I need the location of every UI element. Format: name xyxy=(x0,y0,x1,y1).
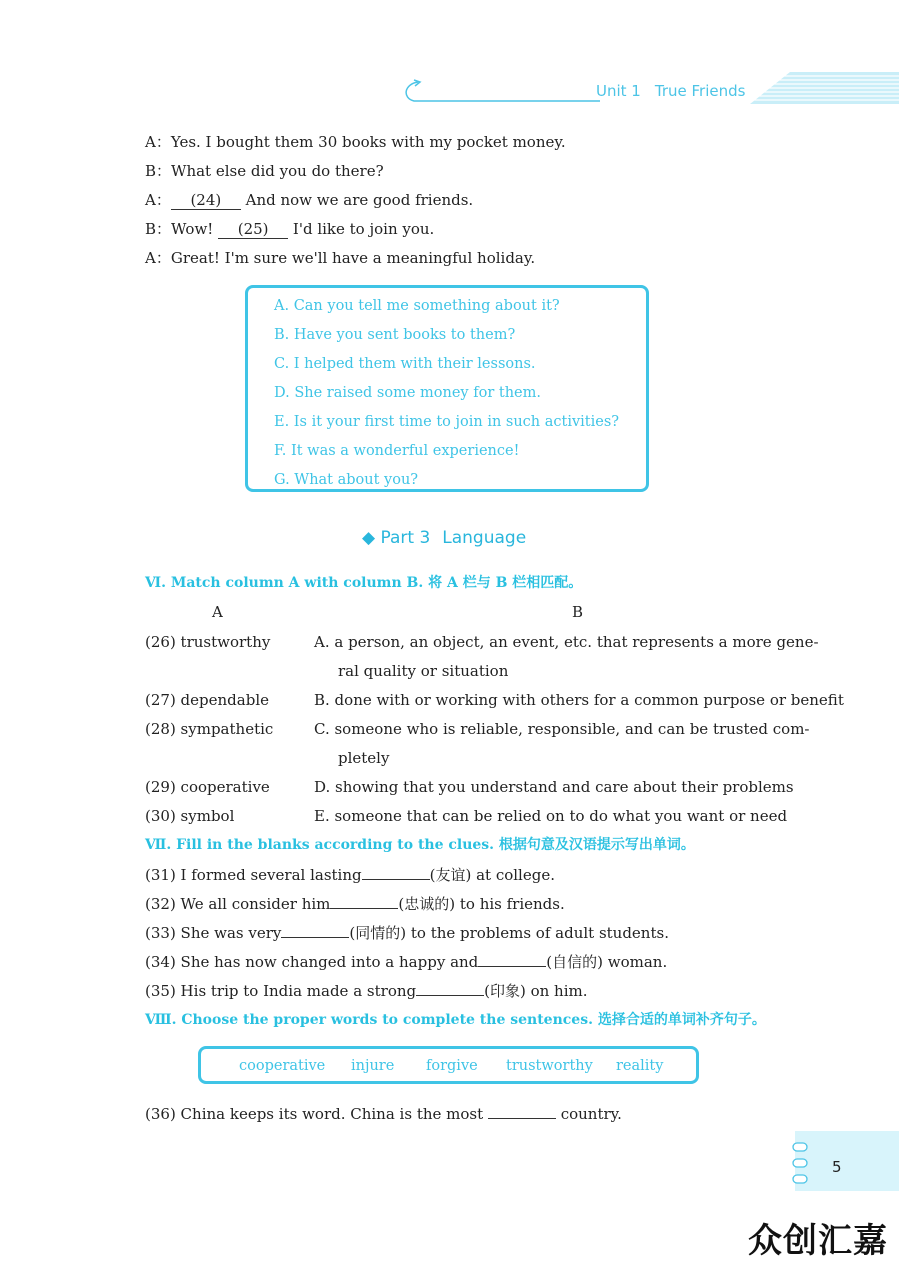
option-a: A. Can you tell me something about it? xyxy=(274,298,560,314)
page-number: 5 xyxy=(832,1158,842,1176)
option-b: B. Have you sent books to them? xyxy=(274,327,516,343)
fill-blank-34[interactable] xyxy=(478,966,546,967)
match-def-c: C. someone who is reliable, responsible, and can be trusted com- xyxy=(314,720,810,738)
dialogue-line-2 xyxy=(145,161,384,181)
option-c: C. I helped them with their lessons. xyxy=(274,356,536,372)
match-item-28: (28) sympathetic xyxy=(145,720,274,738)
fill-text: (33) She was very xyxy=(145,924,282,942)
dialogue-text: And now we are good friends. xyxy=(245,191,474,209)
answer-blank-25[interactable]: (25) xyxy=(218,220,288,239)
fill-item-36 xyxy=(145,1104,622,1124)
fill-text: (友谊) at college. xyxy=(429,866,555,884)
dialogue-text: Yes. I bought them 30 books with my pocket money. xyxy=(170,133,566,151)
fill-text: (忠诚的) to his friends. xyxy=(398,895,565,913)
option-d: D. She raised some money for them. xyxy=(274,385,541,401)
fill-item-31 xyxy=(145,865,555,885)
part-number: Part 3 xyxy=(380,528,431,548)
page-ring-decoration-icon xyxy=(791,1140,811,1192)
match-def-b: B. done with or working with others for a common purpose or benefit xyxy=(314,691,844,709)
word-injure: injure xyxy=(351,1058,395,1074)
fill-blank-35[interactable] xyxy=(416,995,484,996)
header-unit: Unit 1 xyxy=(596,82,641,100)
fill-blank-31[interactable] xyxy=(362,879,430,880)
section-7-title: Ⅶ. Fill in the blanks according to the clues. 根据句意及汉语提示写出单词。 xyxy=(145,837,695,853)
fill-text: (印象) on him. xyxy=(484,982,588,1000)
match-item-30: (30) symbol xyxy=(145,807,235,825)
header-swoosh-icon xyxy=(400,78,600,108)
match-def-e: E. someone that can be relied on to do what you want or need xyxy=(314,807,788,825)
column-b-header: B xyxy=(572,603,584,621)
option-f: F. It was a wonderful experience! xyxy=(274,443,520,459)
dialogue-line-3 xyxy=(145,190,473,210)
match-item-29: (29) cooperative xyxy=(145,778,270,796)
speaker-label: B： xyxy=(145,162,172,180)
part-heading xyxy=(362,528,526,548)
word-forgive: forgive xyxy=(426,1058,478,1074)
fill-item-35 xyxy=(145,981,588,1001)
fill-blank-33[interactable] xyxy=(281,937,349,938)
match-item-27: (27) dependable xyxy=(145,691,269,709)
match-def-a-cont: ral quality or situation xyxy=(338,662,509,680)
fill-blank-32[interactable] xyxy=(330,908,398,909)
part-title: Language xyxy=(442,528,527,548)
dialogue-line-4 xyxy=(145,219,434,239)
dialogue-text: Wow! xyxy=(171,220,214,238)
fill-item-34 xyxy=(145,952,667,972)
watermark-logo: 众创汇嘉 xyxy=(748,1221,888,1261)
section-8-title: Ⅷ. Choose the proper words to complete the sentences. 选择合适的单词补齐句子。 xyxy=(145,1012,766,1028)
word-trustworthy: trustworthy xyxy=(506,1058,593,1074)
fill-blank-36[interactable] xyxy=(488,1118,556,1119)
diamond-icon: ◆ xyxy=(362,528,376,548)
option-e: E. Is it your first time to join in such activities? xyxy=(274,414,620,430)
speaker-label: A： xyxy=(145,191,171,209)
header-title xyxy=(596,82,745,100)
fill-text: (自信的) woman. xyxy=(546,953,668,971)
fill-text: (同情的) to the problems of adult students. xyxy=(349,924,669,942)
word-bank-box xyxy=(198,1046,699,1084)
fill-text: (35) His trip to India made a strong xyxy=(145,982,417,1000)
dialogue-text: What else did you do there? xyxy=(171,162,384,180)
fill-text: (31) I formed several lasting xyxy=(145,866,362,884)
speaker-label: A： xyxy=(145,249,171,267)
header-stripes-decoration xyxy=(750,72,899,104)
fill-text: (36) China keeps its word. China is the most xyxy=(145,1105,484,1123)
match-def-a: A. a person, an object, an event, etc. that represents a more gene- xyxy=(314,633,819,651)
dialogue-text: I'd like to join you. xyxy=(292,220,435,238)
dialogue-text: Great! I'm sure we'll have a meaningful holiday. xyxy=(170,249,536,267)
word-cooperative: cooperative xyxy=(239,1058,326,1074)
match-item-26: (26) trustworthy xyxy=(145,633,271,651)
column-a-header: A xyxy=(212,603,223,621)
match-def-c-cont: pletely xyxy=(338,749,390,767)
fill-text: (34) She has now changed into a happy and xyxy=(145,953,479,971)
dialogue-line-5 xyxy=(145,248,535,268)
match-def-d: D. showing that you understand and care about their problems xyxy=(314,778,794,796)
speaker-label: B： xyxy=(145,220,172,238)
header-unit-title: True Friends xyxy=(654,82,746,100)
fill-item-33 xyxy=(145,923,669,943)
word-reality: reality xyxy=(616,1058,664,1074)
fill-text: (32) We all consider him xyxy=(145,895,331,913)
answer-blank-24[interactable]: (24) xyxy=(171,191,241,210)
options-box xyxy=(245,285,649,492)
fill-text: country. xyxy=(560,1105,622,1123)
dialogue-line-1 xyxy=(145,132,566,152)
speaker-label: A： xyxy=(145,133,171,151)
fill-item-32 xyxy=(145,894,565,914)
section-6-title: Ⅵ. Match column A with column B. 将 A 栏与 B 栏相匹配。 xyxy=(145,575,583,591)
option-g: G. What about you? xyxy=(274,472,419,488)
